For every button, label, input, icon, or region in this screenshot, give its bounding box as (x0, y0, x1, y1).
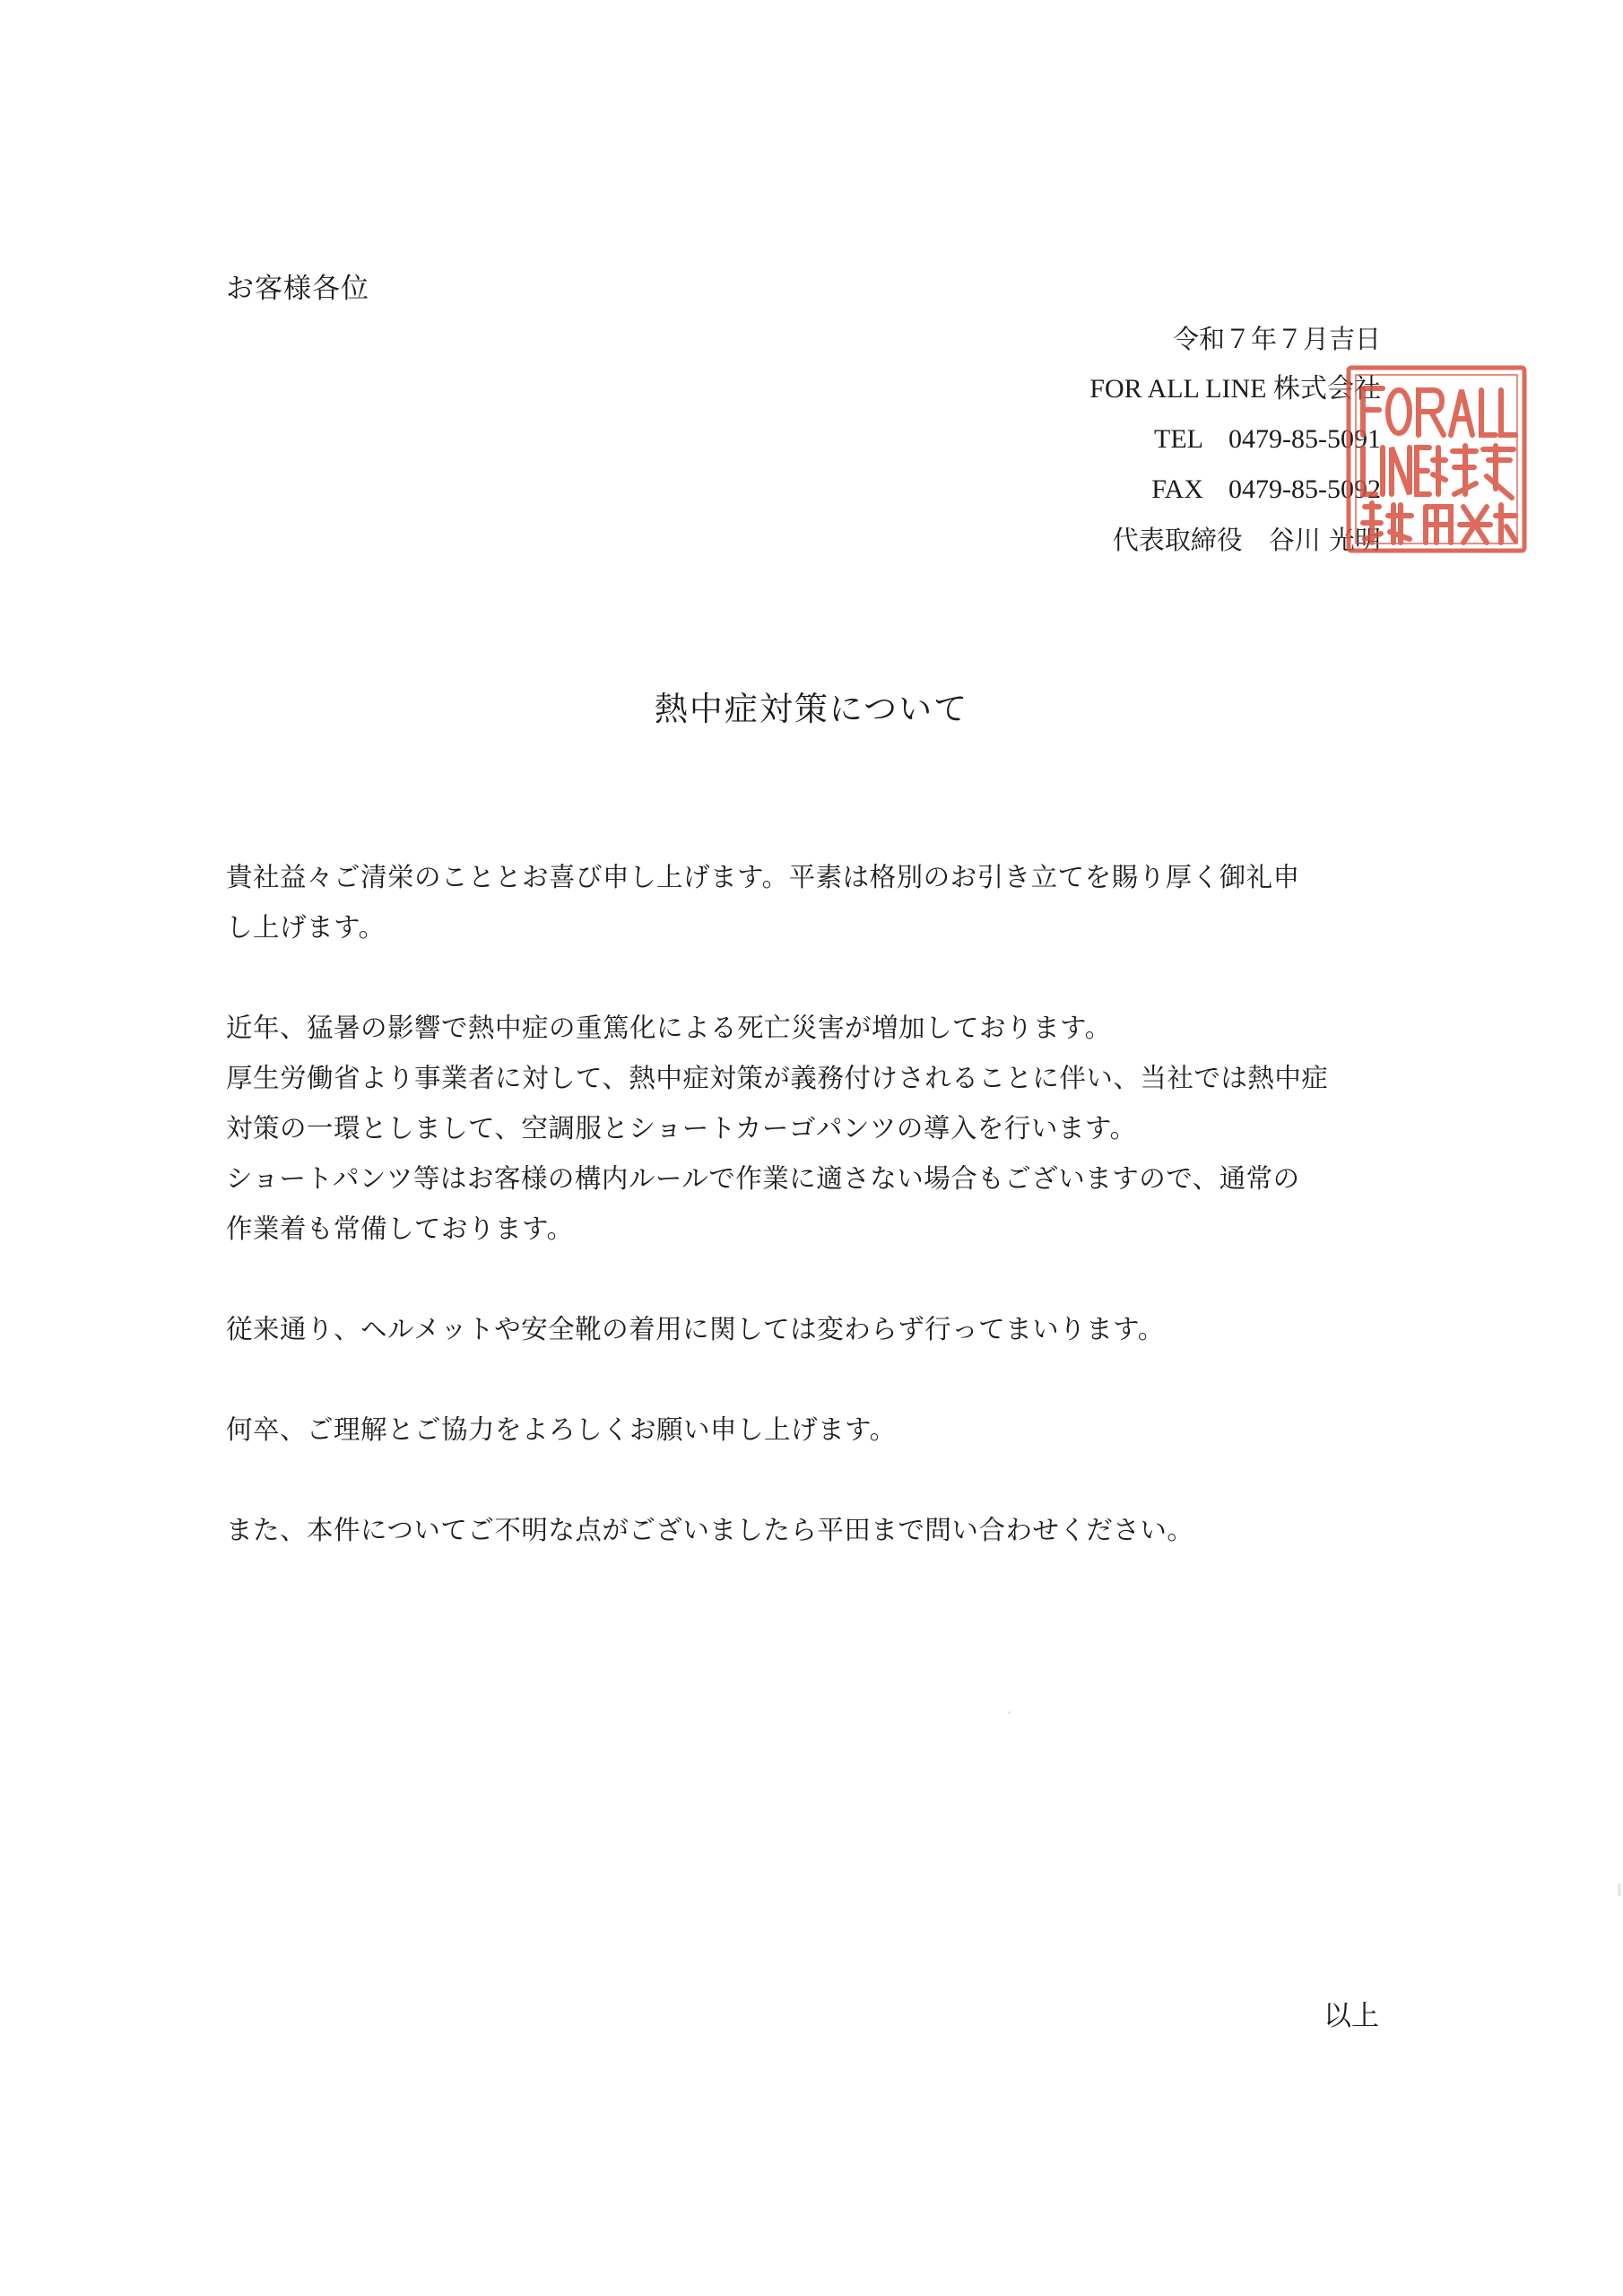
document-title: 熱中症対策について (654, 690, 969, 728)
paragraph-background-line-1: 近年、猛暑の影響で熱中症の重篤化による死亡災害が増加しております。 (226, 1013, 1112, 1043)
paragraph-greeting-line-1: 貴社益々ご清栄のこととお喜び申し上げます。平素は格別のお引き立てを賜り厚く御礼申 (226, 862, 1300, 892)
scan-speck (1008, 1711, 1011, 1714)
representative-title: 代表取締役 (1112, 525, 1243, 555)
paragraph-contact: また、本件についてご不明な点がございましたら平田まで問い合わせください。 (226, 1515, 1194, 1545)
fax-number: 0479-85-5092 (1228, 474, 1381, 504)
tel-line (1089, 414, 1381, 465)
addressee: お客様各位 (226, 273, 369, 305)
paragraph-request: 何卒、ご理解とご協力をよろしくお願い申し上げます。 (226, 1414, 897, 1445)
company-name: FOR ALL LINE 株式会社 (1089, 374, 1381, 404)
paragraph-greeting-line-2: し上げます。 (226, 912, 386, 943)
tel-label: TEL (1154, 424, 1204, 454)
tel-number: 0479-85-5091 (1228, 424, 1381, 454)
letter-body (226, 852, 1392, 1555)
scan-speck (1618, 1883, 1621, 1896)
representative-line (1089, 515, 1381, 565)
paragraph-background-line-2: 厚生労働省より事業者に対して、熱中症対策が義務付けされることに伴い、当社では熱中症 (226, 1063, 1329, 1093)
fax-line (1089, 465, 1381, 515)
fax-label: FAX (1151, 474, 1204, 504)
company-seal-stamp (1343, 363, 1530, 555)
paragraph-background-line-5: 作業着も常備しております。 (226, 1213, 574, 1244)
sender-block (1089, 314, 1381, 565)
paragraph-background-line-4: ショートパンツ等はお客様の構内ルールで作業に適さない場合もございますので、通常の (226, 1163, 1300, 1194)
representative-name: 谷川 光明 (1268, 525, 1381, 555)
closing-mark: 以上 (1324, 2000, 1379, 2032)
paragraph-safety-gear: 従来通り、ヘルメットや安全靴の着用に関しては変わらず行ってまいります。 (226, 1314, 1165, 1344)
paragraph-background-line-3: 対策の一環としまして、空調服とショートカーゴパンツの導入を行います。 (226, 1113, 1137, 1144)
letter-date: 令和７年７月吉日 (1172, 324, 1381, 354)
